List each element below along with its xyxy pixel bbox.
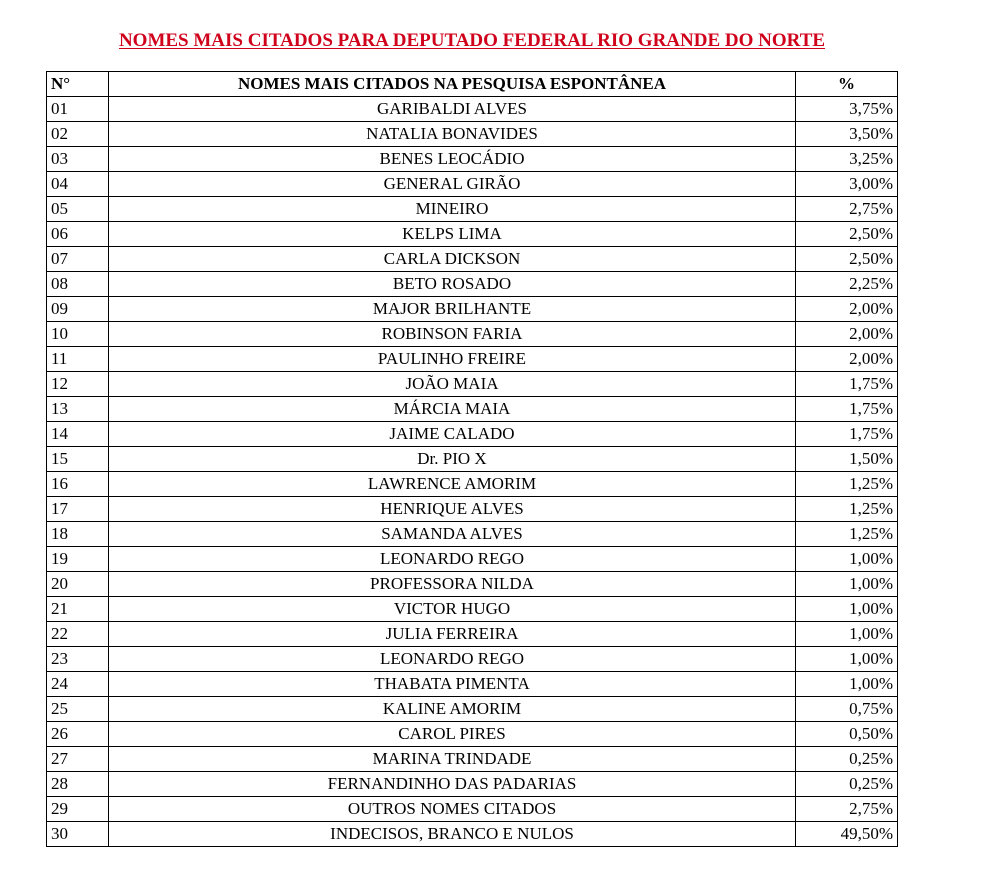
ranking-table (46, 71, 898, 847)
table-row (47, 572, 898, 597)
row-percent: 0,25% (796, 772, 898, 797)
row-number: 28 (47, 772, 109, 797)
row-percent: 1,50% (796, 447, 898, 472)
row-percent: 1,75% (796, 397, 898, 422)
table-row (47, 697, 898, 722)
header-row (47, 72, 898, 97)
table-row (47, 247, 898, 272)
row-number: 12 (47, 372, 109, 397)
row-name: FERNANDINHO DAS PADARIAS (109, 772, 796, 797)
row-percent: 2,00% (796, 322, 898, 347)
header-name: NOMES MAIS CITADOS NA PESQUISA ESPONTÂNEA (109, 72, 796, 97)
table-row (47, 222, 898, 247)
row-number: 26 (47, 722, 109, 747)
table-row (47, 447, 898, 472)
row-name: JAIME CALADO (109, 422, 796, 447)
table-row (47, 672, 898, 697)
row-number: 04 (47, 172, 109, 197)
header-number: N° (47, 72, 109, 97)
row-percent: 1,00% (796, 672, 898, 697)
row-name: MARINA TRINDADE (109, 747, 796, 772)
row-name: CAROL PIRES (109, 722, 796, 747)
row-percent: 3,00% (796, 172, 898, 197)
row-percent: 1,00% (796, 622, 898, 647)
row-name: Dr. PIO X (109, 447, 796, 472)
table-header (47, 72, 898, 97)
row-number: 06 (47, 222, 109, 247)
page-title-text: NOMES MAIS CITADOS PARA DEPUTADO FEDERAL RIO GRANDE DO NORTE (118, 30, 826, 51)
row-name: THABATA PIMENTA (109, 672, 796, 697)
table-row (47, 172, 898, 197)
row-number: 11 (47, 347, 109, 372)
table-row (47, 422, 898, 447)
table-row (47, 122, 898, 147)
row-name: GENERAL GIRÃO (109, 172, 796, 197)
row-percent: 2,00% (796, 297, 898, 322)
row-percent: 2,75% (796, 197, 898, 222)
row-percent: 1,75% (796, 372, 898, 397)
row-name: LEONARDO REGO (109, 647, 796, 672)
table-row (47, 622, 898, 647)
row-percent: 3,50% (796, 122, 898, 147)
row-name: MINEIRO (109, 197, 796, 222)
row-number: 13 (47, 397, 109, 422)
table-row (47, 97, 898, 122)
table-row (47, 522, 898, 547)
row-name: MAJOR BRILHANTE (109, 297, 796, 322)
row-number: 15 (47, 447, 109, 472)
row-name: BETO ROSADO (109, 272, 796, 297)
row-number: 22 (47, 622, 109, 647)
table-row (47, 647, 898, 672)
row-number: 16 (47, 472, 109, 497)
row-number: 05 (47, 197, 109, 222)
table-row (47, 472, 898, 497)
row-name: VICTOR HUGO (109, 597, 796, 622)
row-name: JOÃO MAIA (109, 372, 796, 397)
row-name: KELPS LIMA (109, 222, 796, 247)
table-row (47, 322, 898, 347)
row-percent: 0,50% (796, 722, 898, 747)
row-number: 17 (47, 497, 109, 522)
row-percent: 2,50% (796, 247, 898, 272)
table-row (47, 497, 898, 522)
row-number: 01 (47, 97, 109, 122)
row-name: JULIA FERREIRA (109, 622, 796, 647)
table-row (47, 597, 898, 622)
row-number: 09 (47, 297, 109, 322)
row-name: CARLA DICKSON (109, 247, 796, 272)
row-name: BENES LEOCÁDIO (109, 147, 796, 172)
row-name: LEONARDO REGO (109, 547, 796, 572)
row-percent: 1,25% (796, 522, 898, 547)
row-name: MÁRCIA MAIA (109, 397, 796, 422)
row-number: 29 (47, 797, 109, 822)
row-number: 03 (47, 147, 109, 172)
row-number: 27 (47, 747, 109, 772)
table-row (47, 397, 898, 422)
table-row (47, 347, 898, 372)
table-row (47, 272, 898, 297)
table-row (47, 547, 898, 572)
row-number: 14 (47, 422, 109, 447)
row-number: 10 (47, 322, 109, 347)
row-percent: 1,00% (796, 647, 898, 672)
table-row (47, 822, 898, 847)
table-row (47, 297, 898, 322)
row-number: 25 (47, 697, 109, 722)
table-body (47, 97, 898, 847)
table-row (47, 747, 898, 772)
row-percent: 49,50% (796, 822, 898, 847)
row-number: 24 (47, 672, 109, 697)
row-percent: 3,75% (796, 97, 898, 122)
row-percent: 1,75% (796, 422, 898, 447)
row-number: 21 (47, 597, 109, 622)
row-number: 02 (47, 122, 109, 147)
row-percent: 1,25% (796, 472, 898, 497)
row-name: INDECISOS, BRANCO E NULOS (109, 822, 796, 847)
row-percent: 1,00% (796, 547, 898, 572)
table-row (47, 197, 898, 222)
row-percent: 2,50% (796, 222, 898, 247)
table-row (47, 722, 898, 747)
table-row (47, 372, 898, 397)
row-percent: 3,25% (796, 147, 898, 172)
row-percent: 1,25% (796, 497, 898, 522)
table-row (47, 147, 898, 172)
row-number: 20 (47, 572, 109, 597)
row-percent: 1,00% (796, 572, 898, 597)
row-percent: 2,25% (796, 272, 898, 297)
row-name: HENRIQUE ALVES (109, 497, 796, 522)
row-name: ROBINSON FARIA (109, 322, 796, 347)
row-name: OUTROS NOMES CITADOS (109, 797, 796, 822)
row-number: 07 (47, 247, 109, 272)
row-percent: 0,25% (796, 747, 898, 772)
row-percent: 0,75% (796, 697, 898, 722)
row-percent: 2,00% (796, 347, 898, 372)
row-number: 30 (47, 822, 109, 847)
row-name: NATALIA BONAVIDES (109, 122, 796, 147)
row-percent: 1,00% (796, 597, 898, 622)
row-name: KALINE AMORIM (109, 697, 796, 722)
row-name: PROFESSORA NILDA (109, 572, 796, 597)
page-title (0, 30, 944, 52)
header-percent: % (796, 72, 898, 97)
row-name: GARIBALDI ALVES (109, 97, 796, 122)
row-percent: 2,75% (796, 797, 898, 822)
row-name: PAULINHO FREIRE (109, 347, 796, 372)
row-number: 19 (47, 547, 109, 572)
row-number: 23 (47, 647, 109, 672)
row-number: 08 (47, 272, 109, 297)
table-row (47, 797, 898, 822)
row-number: 18 (47, 522, 109, 547)
table-row (47, 772, 898, 797)
row-name: LAWRENCE AMORIM (109, 472, 796, 497)
row-name: SAMANDA ALVES (109, 522, 796, 547)
